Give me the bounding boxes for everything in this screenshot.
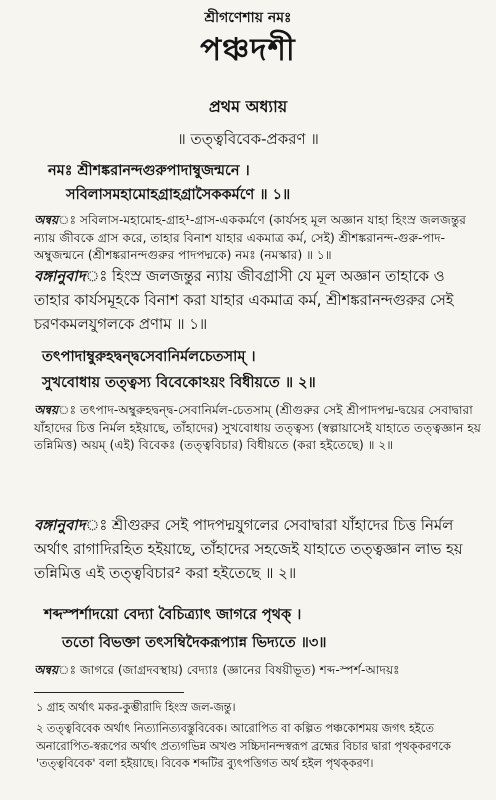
chapter-heading: প্রথম অধ্যায় <box>208 97 288 116</box>
footnote-2: ২ তত্ত্ববিবেক অর্থাৎ নিত্যানিত্যবস্তুবিবেক। আরোপিত বা কল্পিত পঞ্চকোশময় জগৎ হইতে অনারোপিত-স্বরূপের অর্থাৎ প্রত্যগভিন্ন অখণ্ড সচ্চিদানন্দস্বরূপ ব্রহ্মের বিচার দ্বারা পৃথক্‌করণকে 'তত্ত্ববিবেক' বলা হইয়াছে। বিবেক শব্দটির ব্যুৎপত্তিগত অর্থ হইল পৃথক্‌করণ। <box>36 722 451 770</box>
anvaya-label: অন্বয় <box>34 213 59 227</box>
verse-1-translation <box>34 265 484 337</box>
verse-2-line-1: তৎপাদাম্বুরুহদ্বন্দ্বসেবানির্মলচেতসাম্ । <box>42 349 256 365</box>
verse-2-line-2: সুখবোধায় তত্ত্বস্য বিবেকোঽয়ং বিধীয়তে ॥ ২॥ <box>42 375 316 391</box>
verse-3-anvaya <box>34 662 484 680</box>
verse-1-anvaya <box>34 212 484 265</box>
verse-3-line-2: ততো বিভক্তা তৎসম্বিদৈকরূপ্যান্ন ভিদ্যতে ॥৩॥ <box>62 635 327 651</box>
book-title: পঞ্চদশী <box>200 32 296 68</box>
translation-text: ঃ শ্রীগুরুর সেই পাদপদ্মযুগলের সেবাদ্বারা যাঁহাদের চিত্ত নির্মল অর্থাৎ রাগাদিরহিত হইয়াছে, তাঁহাদের সহজেই যাহাতে তত্ত্বজ্ঞান লাভ হয় তন্নিমিত্ত এই তত্ত্ববিচার² করা হইতেছে ॥ ২॥ <box>34 517 463 582</box>
anvaya-label: অন্বয় <box>34 403 59 417</box>
invocation: শ্রীগণেশায় নমঃ <box>204 10 292 26</box>
section-heading: ॥ তত্ত্ববিবেক-প্রকরণ ॥ <box>177 130 319 148</box>
anvaya-text: ঃ জাগরে (জাগ্রদবস্থায়) বেদ্যাঃ (জ্ঞানের বিষয়ীভূত) শব্দ-স্পর্শ-আদয়ঃ <box>58 663 400 677</box>
translation-label: বঙ্গানুবাদ <box>34 268 86 285</box>
verse-2-anvaya <box>34 402 484 455</box>
verse-1-line-2: সবিলাসমহামোহগ্রাহগ্রাসৈককর্মণে ॥ ১॥ <box>66 187 291 203</box>
translation-label: বঙ্গানুবাদ <box>34 517 86 534</box>
anvaya-text: ঃ সবিলাস-মহামোহ-গ্রাহ¹-গ্রাস-এককর্মণে (কার্যসহ মূল অজ্ঞান যাহা হিংস্র জলজন্তুর ন্যায় জীবকে গ্রাস করে, তাহার বিনাশ যাহার একমাত্র কর্ম, সেই) শ্রীশঙ্করানন্দ-গুরু-পাদ-অম্বুজন্মনে (শ্রীশঙ্করানন্দগুরুর পাদপদ্মকে) নমঃ (নমস্কার) ॥ ১॥ <box>34 213 466 262</box>
anvaya-text: ঃ তৎপাদ-অম্বুরুহদ্বন্দ্ব-সেবানির্মল-চেতসাম্ (শ্রীগুরুর সেই শ্রীপাদপদ্ম-দ্বয়ের সেবাদ্বারা যাঁহাদের চিত্ত নির্মল হইয়াছে, তাঁহাদের) সুখবোধায় তত্ত্বস্য (স্বল্পায়াসেই যাহাতে তত্ত্বজ্ঞান হয় তন্নিমিত্ত) অয়ম্ (এই) বিবেকঃ (তত্ত্ববিচার) বিধীয়তে (করা হইতেছে) ॥ ২॥ <box>34 403 481 452</box>
footnote-1: ১ গ্রাহ অর্থাৎ মকর-কুম্ভীরাদি হিংস্র জল-জন্তু। <box>36 701 236 714</box>
verse-2-translation <box>34 514 484 586</box>
verse-3-line-1: শব্দস্পর্শাদয়ো বেদ্যা বৈচিত্র্যাৎ জাগরে পৃথক্ । <box>44 607 302 623</box>
verse-1-line-1: নমঃ শ্রীশঙ্করানন্দগুরুপাদাম্বুজন্মনে । <box>48 163 250 179</box>
translation-text: ঃ হিংস্র জলজন্তুর ন্যায় জীবগ্রাসী যে মূল অজ্ঞান তাহাকে ও তাহার কার্যসমূহকে বিনাশ করা যাহার একমাত্র কর্ম, শ্রীশঙ্করানন্দগুরুর সেই চরণকমলযুগলকে প্রণাম ॥ ১॥ <box>34 268 454 333</box>
anvaya-label: অন্বয় <box>34 663 59 677</box>
footnote-divider <box>34 692 184 693</box>
